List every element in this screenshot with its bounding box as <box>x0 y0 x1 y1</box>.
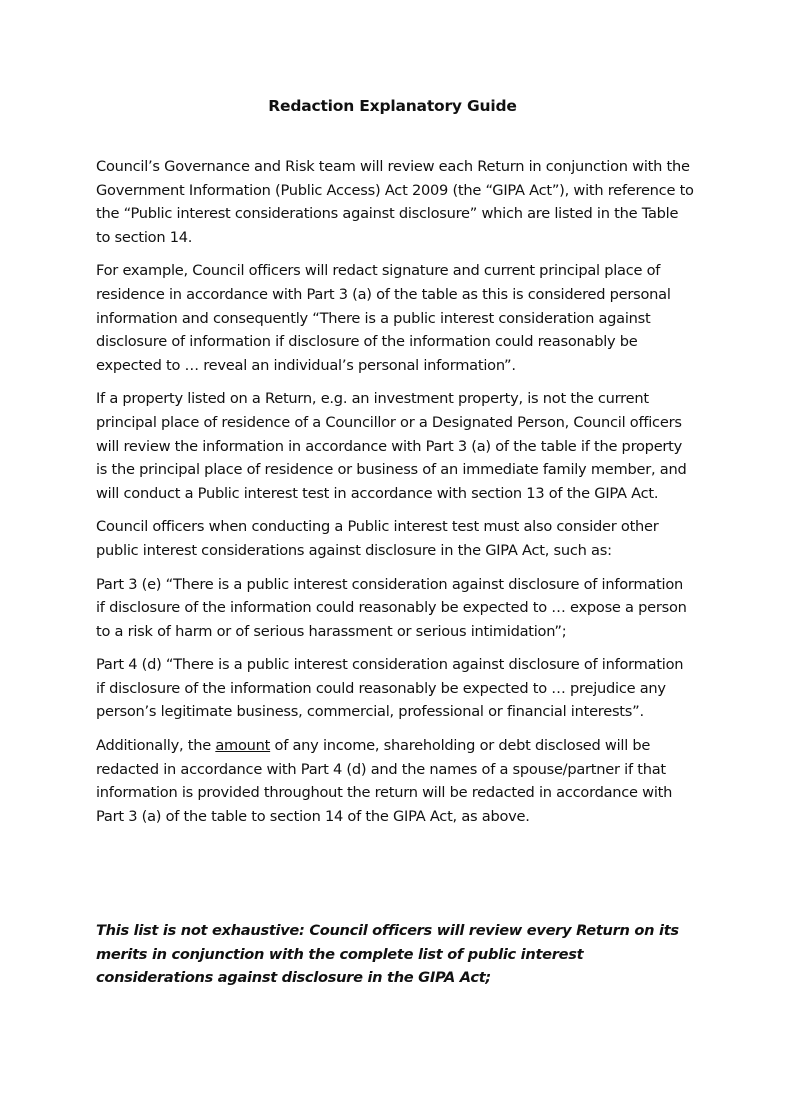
closing-note: This list is not exhaustive: Council officers will review every Return on its merits in conjunction with the complete list of public interest considerations against disclosure in the GIPA Act; <box>96 922 679 987</box>
paragraph-additionally-rest: of any income, shareholding or debt disclosed will be redacted in accordance with Part 4 (d) and the names of a spouse/partner if that information is provided throughout the return will be redacted in accordance with Part 3 (a) of the table to section 14 of the GIPA Act, as above. <box>96 737 673 825</box>
document-title: Redaction Explanatory Guide <box>268 97 517 115</box>
paragraph-additionally <box>96 734 696 828</box>
paragraph-example: For example, Council officers will redact signature and current principal place of residence in accordance with Part 3 (a) of the table as this is considered personal information and consequently “There is a public interest consideration against disclosure of information if disclosure of the information could reasonably be expected to … reveal an individual’s personal information”. <box>96 262 671 374</box>
underlined-amount: amount <box>215 737 271 755</box>
paragraph-part-4d: Part 4 (d) “There is a public interest consideration against disclosure of information if disclosure of the information could reasonably be expected to … prejudice any person’s legitimate business, commercial, professional or financial interests”. <box>96 656 684 721</box>
paragraph-public-interest-test: Council officers when conducting a Public interest test must also consider other public interest considerations against disclosure in the GIPA Act, such as: <box>96 518 659 559</box>
paragraph-property: If a property listed on a Return, e.g. an investment property, is not the current principal place of residence of a Councillor or a Designated Person, Council officers will review the information in accordance with Part 3 (a) of the table if the property is the principal place of residence or business of an immediate family member, and will conduct a Public interest test in accordance with section 13 of the GIPA Act. <box>96 390 687 502</box>
paragraph-additionally-lead: Additionally, the <box>96 737 216 755</box>
paragraph-intro: Council’s Governance and Risk team will review each Return in conjunction with the Government Information (Public Access) Act 2009 (the “GIPA Act”), with reference to the “Public interest considerations against disclosure” which are listed in the Table to section 14. <box>96 158 694 246</box>
paragraph-part-3e: Part 3 (e) “There is a public interest consideration against disclosure of information if disclosure of the information could reasonably be expected to … expose a person to a risk of harm or of serious harassment or serious intimidation”; <box>96 575 687 640</box>
document-body <box>96 155 696 838</box>
